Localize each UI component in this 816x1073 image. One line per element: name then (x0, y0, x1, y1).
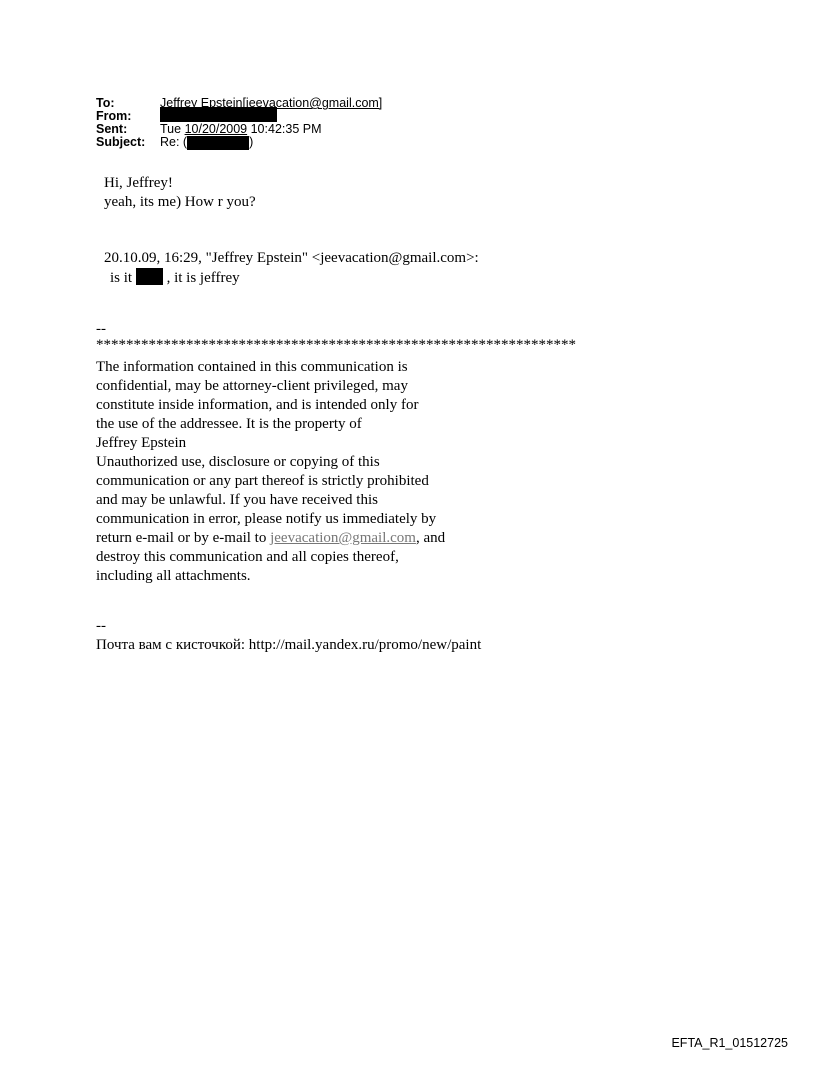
sent-time: 10:42:35 PM (250, 122, 322, 136)
subject-value (160, 136, 253, 149)
reply-line: yeah, its me) How r you? (104, 194, 256, 210)
disclaimer-line: Unauthorized use, disclosure or copying of this (96, 454, 380, 470)
separator: -- (96, 321, 106, 337)
disclaimer-line: the use of the addressee. It is the property of (96, 416, 362, 432)
email-footer (96, 617, 481, 655)
from-label: From: (96, 109, 132, 123)
return-prefix: return e-mail or by e-mail to (96, 530, 271, 546)
quote-header: 20.10.09, 16:29, "Jeffrey Epstein" <jeevacation@gmail.com>: (104, 250, 479, 266)
subject-prefix: Re: ( (160, 135, 188, 149)
disclaimer-line: constitute inside information, and is intended only for (96, 397, 419, 413)
confidentiality-disclaimer (96, 320, 576, 586)
return-suffix: , and (415, 530, 446, 546)
email-header (96, 97, 382, 149)
disclaimer-line: destroy this communication and all copies thereof, (96, 549, 399, 565)
document-id: EFTA_R1_01512725 (671, 1036, 788, 1050)
sent-label: Sent: (96, 122, 128, 136)
email-link[interactable]: jeevacation@gmail.com (270, 530, 416, 546)
disclaimer-line: communication in error, please notify us immediately by (96, 511, 437, 527)
to-label: To: (96, 96, 115, 110)
sent-day: Tue (160, 122, 182, 136)
quote-prefix: is it (110, 270, 133, 286)
subject-suffix: ) (249, 135, 254, 149)
subject-redaction (187, 136, 249, 150)
quote-redaction (136, 268, 163, 285)
footer-separator: -- (96, 618, 106, 634)
star-divider: **************************************************************** (96, 337, 576, 353)
disclaimer-line: confidential, may be attorney-client privileged, may (96, 378, 408, 394)
disclaimer-line: and may be unlawful. If you have received this (96, 492, 378, 508)
disclaimer-line: Jeffrey Epstein (96, 435, 187, 451)
disclaimer-line: The information contained in this communication is (96, 359, 408, 375)
subject-row (96, 136, 382, 149)
disclaimer-return-line (96, 529, 576, 548)
quote-text (104, 268, 479, 288)
to-row (96, 97, 382, 110)
promo-line: Почта вам с кисточкой: http://mail.yandex.ru/promo/new/paint (96, 637, 482, 653)
greeting-line: Hi, Jeffrey! (104, 175, 173, 191)
message-body (104, 174, 256, 212)
disclaimer-line: communication or any part thereof is strictly prohibited (96, 473, 429, 489)
sent-date: 10/20/2009 (184, 122, 248, 136)
subject-label: Subject: (96, 135, 146, 149)
disclaimer-line: including all attachments. (96, 568, 251, 584)
quoted-message (104, 249, 479, 288)
to-value: Jeffrey Epstein[jeevacation@gmail.com] (160, 96, 383, 110)
quote-suffix: , it is jeffrey (166, 270, 240, 286)
